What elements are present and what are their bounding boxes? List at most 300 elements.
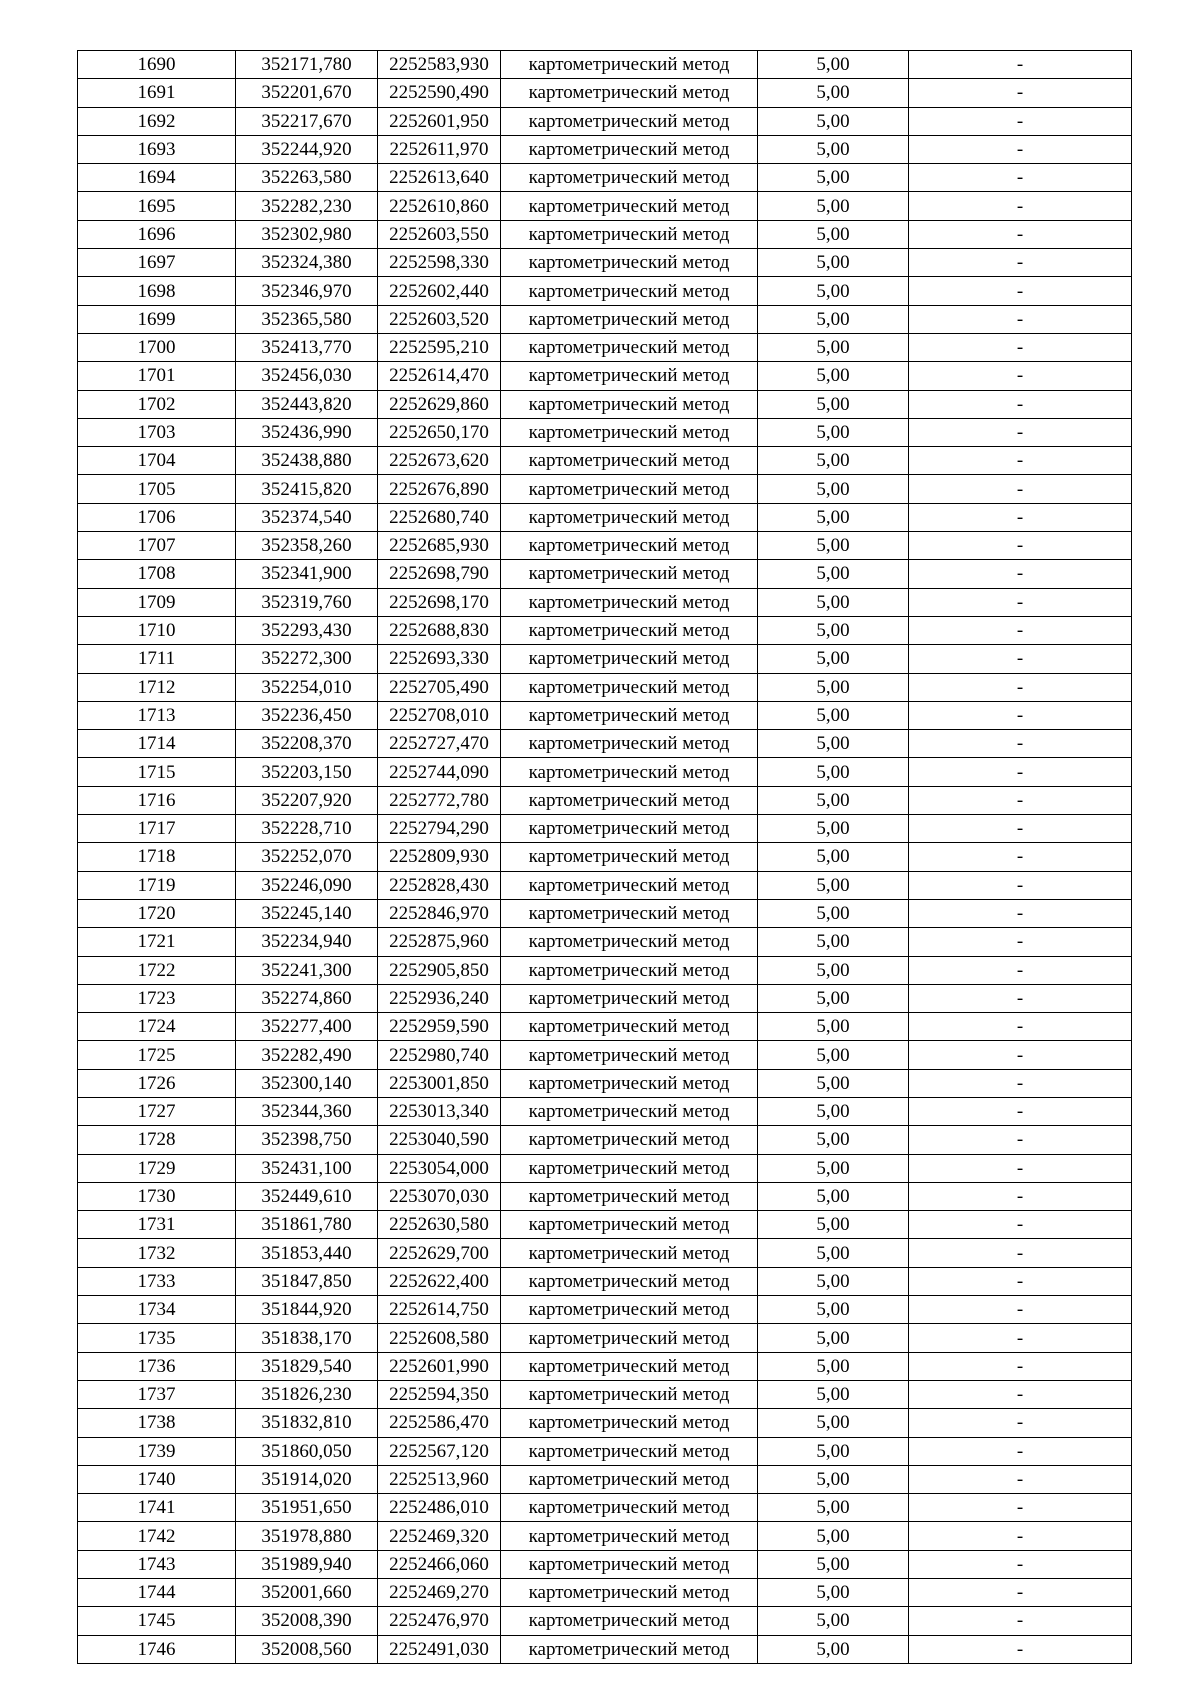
method-cell: картометрический метод — [501, 928, 758, 956]
x-coordinate-cell: 352208,370 — [236, 730, 378, 758]
x-coordinate-cell: 352282,490 — [236, 1041, 378, 1069]
method-cell: картометрический метод — [501, 1409, 758, 1437]
point-number-cell: 1691 — [78, 79, 236, 107]
y-coordinate-cell: 2252650,170 — [378, 418, 501, 446]
table-row — [78, 532, 1132, 560]
x-coordinate-cell: 351832,810 — [236, 1409, 378, 1437]
x-coordinate-cell: 352374,540 — [236, 503, 378, 531]
table-row — [78, 447, 1132, 475]
description-cell: - — [909, 475, 1132, 503]
method-cell: картометрический метод — [501, 1267, 758, 1295]
y-coordinate-cell: 2252846,970 — [378, 899, 501, 927]
y-coordinate-cell: 2252629,860 — [378, 390, 501, 418]
point-number-cell: 1693 — [78, 135, 236, 163]
description-cell: - — [909, 1579, 1132, 1607]
accuracy-cell: 5,00 — [758, 1182, 909, 1210]
table-row — [78, 673, 1132, 701]
method-cell: картометрический метод — [501, 984, 758, 1012]
x-coordinate-cell: 352263,580 — [236, 164, 378, 192]
point-number-cell: 1716 — [78, 786, 236, 814]
accuracy-cell: 5,00 — [758, 51, 909, 79]
x-coordinate-cell: 352324,380 — [236, 249, 378, 277]
description-cell: - — [909, 249, 1132, 277]
table-row — [78, 843, 1132, 871]
method-cell: картометрический метод — [501, 730, 758, 758]
x-coordinate-cell: 352358,260 — [236, 532, 378, 560]
coordinates-table — [77, 50, 1132, 1664]
point-number-cell: 1717 — [78, 815, 236, 843]
y-coordinate-cell: 2252685,930 — [378, 532, 501, 560]
point-number-cell: 1727 — [78, 1097, 236, 1125]
description-cell: - — [909, 51, 1132, 79]
accuracy-cell: 5,00 — [758, 1465, 909, 1493]
description-cell: - — [909, 1239, 1132, 1267]
description-cell: - — [909, 730, 1132, 758]
x-coordinate-cell: 352252,070 — [236, 843, 378, 871]
table-row — [78, 1069, 1132, 1097]
accuracy-cell: 5,00 — [758, 503, 909, 531]
method-cell: картометрический метод — [501, 1097, 758, 1125]
point-number-cell: 1694 — [78, 164, 236, 192]
point-number-cell: 1725 — [78, 1041, 236, 1069]
description-cell: - — [909, 560, 1132, 588]
description-cell: - — [909, 1324, 1132, 1352]
description-cell: - — [909, 1550, 1132, 1578]
x-coordinate-cell: 352438,880 — [236, 447, 378, 475]
y-coordinate-cell: 2252603,520 — [378, 305, 501, 333]
x-coordinate-cell: 352244,920 — [236, 135, 378, 163]
method-cell: картометрический метод — [501, 1635, 758, 1663]
table-row — [78, 1154, 1132, 1182]
method-cell: картометрический метод — [501, 164, 758, 192]
description-cell: - — [909, 1267, 1132, 1295]
point-number-cell: 1713 — [78, 701, 236, 729]
y-coordinate-cell: 2252630,580 — [378, 1211, 501, 1239]
description-cell: - — [909, 928, 1132, 956]
description-cell: - — [909, 588, 1132, 616]
x-coordinate-cell: 352241,300 — [236, 956, 378, 984]
method-cell: картометрический метод — [501, 843, 758, 871]
y-coordinate-cell: 2252611,970 — [378, 135, 501, 163]
method-cell: картометрический метод — [501, 475, 758, 503]
accuracy-cell: 5,00 — [758, 192, 909, 220]
description-cell: - — [909, 1522, 1132, 1550]
method-cell: картометрический метод — [501, 899, 758, 927]
method-cell: картометрический метод — [501, 815, 758, 843]
point-number-cell: 1742 — [78, 1522, 236, 1550]
accuracy-cell: 5,00 — [758, 984, 909, 1012]
accuracy-cell: 5,00 — [758, 701, 909, 729]
accuracy-cell: 5,00 — [758, 1494, 909, 1522]
description-cell: - — [909, 786, 1132, 814]
point-number-cell: 1698 — [78, 277, 236, 305]
table-row — [78, 1296, 1132, 1324]
x-coordinate-cell: 351847,850 — [236, 1267, 378, 1295]
method-cell: картометрический метод — [501, 220, 758, 248]
description-cell: - — [909, 277, 1132, 305]
x-coordinate-cell: 352282,230 — [236, 192, 378, 220]
x-coordinate-cell: 351853,440 — [236, 1239, 378, 1267]
x-coordinate-cell: 352443,820 — [236, 390, 378, 418]
accuracy-cell: 5,00 — [758, 164, 909, 192]
point-number-cell: 1737 — [78, 1380, 236, 1408]
method-cell: картометрический метод — [501, 588, 758, 616]
x-coordinate-cell: 352456,030 — [236, 362, 378, 390]
x-coordinate-cell: 352341,900 — [236, 560, 378, 588]
description-cell: - — [909, 1211, 1132, 1239]
table-row — [78, 107, 1132, 135]
description-cell: - — [909, 220, 1132, 248]
x-coordinate-cell: 352246,090 — [236, 871, 378, 899]
method-cell: картометрический метод — [501, 616, 758, 644]
table-row — [78, 1635, 1132, 1663]
description-cell: - — [909, 1182, 1132, 1210]
method-cell: картометрический метод — [501, 390, 758, 418]
method-cell: картометрический метод — [501, 1211, 758, 1239]
point-number-cell: 1722 — [78, 956, 236, 984]
x-coordinate-cell: 352008,390 — [236, 1607, 378, 1635]
x-coordinate-cell: 352436,990 — [236, 418, 378, 446]
accuracy-cell: 5,00 — [758, 1041, 909, 1069]
accuracy-cell: 5,00 — [758, 1550, 909, 1578]
accuracy-cell: 5,00 — [758, 730, 909, 758]
method-cell: картометрический метод — [501, 1352, 758, 1380]
table-row — [78, 1013, 1132, 1041]
description-cell: - — [909, 1069, 1132, 1097]
x-coordinate-cell: 351914,020 — [236, 1465, 378, 1493]
y-coordinate-cell: 2252595,210 — [378, 333, 501, 361]
point-number-cell: 1720 — [78, 899, 236, 927]
point-number-cell: 1744 — [78, 1579, 236, 1607]
accuracy-cell: 5,00 — [758, 899, 909, 927]
table-row — [78, 1097, 1132, 1125]
description-cell: - — [909, 1607, 1132, 1635]
description-cell: - — [909, 333, 1132, 361]
table-row — [78, 1409, 1132, 1437]
point-number-cell: 1719 — [78, 871, 236, 899]
accuracy-cell: 5,00 — [758, 1409, 909, 1437]
method-cell: картометрический метод — [501, 333, 758, 361]
y-coordinate-cell: 2252469,320 — [378, 1522, 501, 1550]
point-number-cell: 1726 — [78, 1069, 236, 1097]
x-coordinate-cell: 352171,780 — [236, 51, 378, 79]
table-row — [78, 51, 1132, 79]
description-cell: - — [909, 899, 1132, 927]
y-coordinate-cell: 2252936,240 — [378, 984, 501, 1012]
accuracy-cell: 5,00 — [758, 1267, 909, 1295]
point-number-cell: 1743 — [78, 1550, 236, 1578]
x-coordinate-cell: 352319,760 — [236, 588, 378, 616]
point-number-cell: 1739 — [78, 1437, 236, 1465]
y-coordinate-cell: 2252603,550 — [378, 220, 501, 248]
description-cell: - — [909, 503, 1132, 531]
accuracy-cell: 5,00 — [758, 1013, 909, 1041]
y-coordinate-cell: 2252608,580 — [378, 1324, 501, 1352]
point-number-cell: 1705 — [78, 475, 236, 503]
y-coordinate-cell: 2253013,340 — [378, 1097, 501, 1125]
table-row — [78, 418, 1132, 446]
x-coordinate-cell: 352398,750 — [236, 1126, 378, 1154]
method-cell: картометрический метод — [501, 51, 758, 79]
y-coordinate-cell: 2252601,950 — [378, 107, 501, 135]
y-coordinate-cell: 2252794,290 — [378, 815, 501, 843]
description-cell: - — [909, 616, 1132, 644]
description-cell: - — [909, 1126, 1132, 1154]
y-coordinate-cell: 2252601,990 — [378, 1352, 501, 1380]
y-coordinate-cell: 2253040,590 — [378, 1126, 501, 1154]
table-row — [78, 277, 1132, 305]
description-cell: - — [909, 758, 1132, 786]
x-coordinate-cell: 352300,140 — [236, 1069, 378, 1097]
x-coordinate-cell: 352413,770 — [236, 333, 378, 361]
description-cell: - — [909, 956, 1132, 984]
description-cell: - — [909, 1154, 1132, 1182]
description-cell: - — [909, 1296, 1132, 1324]
table-row — [78, 503, 1132, 531]
x-coordinate-cell: 351978,880 — [236, 1522, 378, 1550]
y-coordinate-cell: 2252744,090 — [378, 758, 501, 786]
accuracy-cell: 5,00 — [758, 956, 909, 984]
table-row — [78, 616, 1132, 644]
method-cell: картометрический метод — [501, 645, 758, 673]
y-coordinate-cell: 2252466,060 — [378, 1550, 501, 1578]
point-number-cell: 1730 — [78, 1182, 236, 1210]
x-coordinate-cell: 352449,610 — [236, 1182, 378, 1210]
y-coordinate-cell: 2252980,740 — [378, 1041, 501, 1069]
accuracy-cell: 5,00 — [758, 560, 909, 588]
x-coordinate-cell: 352228,710 — [236, 815, 378, 843]
method-cell: картометрический метод — [501, 1579, 758, 1607]
x-coordinate-cell: 351989,940 — [236, 1550, 378, 1578]
accuracy-cell: 5,00 — [758, 277, 909, 305]
x-coordinate-cell: 352001,660 — [236, 1579, 378, 1607]
accuracy-cell: 5,00 — [758, 135, 909, 163]
x-coordinate-cell: 352234,940 — [236, 928, 378, 956]
table-row — [78, 645, 1132, 673]
table-row — [78, 1352, 1132, 1380]
method-cell: картометрический метод — [501, 503, 758, 531]
y-coordinate-cell: 2252680,740 — [378, 503, 501, 531]
table-row — [78, 362, 1132, 390]
description-cell: - — [909, 701, 1132, 729]
point-number-cell: 1711 — [78, 645, 236, 673]
description-cell: - — [909, 164, 1132, 192]
description-cell: - — [909, 135, 1132, 163]
y-coordinate-cell: 2252708,010 — [378, 701, 501, 729]
y-coordinate-cell: 2252629,700 — [378, 1239, 501, 1267]
accuracy-cell: 5,00 — [758, 475, 909, 503]
accuracy-cell: 5,00 — [758, 532, 909, 560]
accuracy-cell: 5,00 — [758, 645, 909, 673]
point-number-cell: 1728 — [78, 1126, 236, 1154]
method-cell: картометрический метод — [501, 1041, 758, 1069]
x-coordinate-cell: 352217,670 — [236, 107, 378, 135]
accuracy-cell: 5,00 — [758, 1607, 909, 1635]
table-row — [78, 871, 1132, 899]
accuracy-cell: 5,00 — [758, 758, 909, 786]
x-coordinate-cell: 352277,400 — [236, 1013, 378, 1041]
method-cell: картометрический метод — [501, 1494, 758, 1522]
y-coordinate-cell: 2252828,430 — [378, 871, 501, 899]
x-coordinate-cell: 351829,540 — [236, 1352, 378, 1380]
description-cell: - — [909, 362, 1132, 390]
method-cell: картометрический метод — [501, 1182, 758, 1210]
description-cell: - — [909, 390, 1132, 418]
accuracy-cell: 5,00 — [758, 928, 909, 956]
point-number-cell: 1733 — [78, 1267, 236, 1295]
y-coordinate-cell: 2252613,640 — [378, 164, 501, 192]
point-number-cell: 1732 — [78, 1239, 236, 1267]
x-coordinate-cell: 351838,170 — [236, 1324, 378, 1352]
method-cell: картометрический метод — [501, 305, 758, 333]
table-row — [78, 192, 1132, 220]
point-number-cell: 1738 — [78, 1409, 236, 1437]
method-cell: картометрический метод — [501, 1465, 758, 1493]
method-cell: картометрический метод — [501, 1550, 758, 1578]
method-cell: картометрический метод — [501, 192, 758, 220]
y-coordinate-cell: 2252614,470 — [378, 362, 501, 390]
point-number-cell: 1718 — [78, 843, 236, 871]
x-coordinate-cell: 352302,980 — [236, 220, 378, 248]
description-cell: - — [909, 192, 1132, 220]
x-coordinate-cell: 352201,670 — [236, 79, 378, 107]
point-number-cell: 1746 — [78, 1635, 236, 1663]
description-cell: - — [909, 1013, 1132, 1041]
point-number-cell: 1715 — [78, 758, 236, 786]
accuracy-cell: 5,00 — [758, 588, 909, 616]
table-row — [78, 1267, 1132, 1295]
method-cell: картометрический метод — [501, 362, 758, 390]
method-cell: картометрический метод — [501, 1069, 758, 1097]
table-row — [78, 1607, 1132, 1635]
accuracy-cell: 5,00 — [758, 1380, 909, 1408]
accuracy-cell: 5,00 — [758, 815, 909, 843]
table-row — [78, 1494, 1132, 1522]
x-coordinate-cell: 352207,920 — [236, 786, 378, 814]
description-cell: - — [909, 1097, 1132, 1125]
table-row — [78, 1550, 1132, 1578]
table-row — [78, 305, 1132, 333]
y-coordinate-cell: 2253070,030 — [378, 1182, 501, 1210]
table-row — [78, 786, 1132, 814]
method-cell: картометрический метод — [501, 79, 758, 107]
y-coordinate-cell: 2252673,620 — [378, 447, 501, 475]
point-number-cell: 1741 — [78, 1494, 236, 1522]
method-cell: картометрический метод — [501, 1013, 758, 1041]
point-number-cell: 1735 — [78, 1324, 236, 1352]
x-coordinate-cell: 351860,050 — [236, 1437, 378, 1465]
description-cell: - — [909, 418, 1132, 446]
point-number-cell: 1729 — [78, 1154, 236, 1182]
method-cell: картометрический метод — [501, 1154, 758, 1182]
y-coordinate-cell: 2252809,930 — [378, 843, 501, 871]
table-row — [78, 164, 1132, 192]
description-cell: - — [909, 673, 1132, 701]
point-number-cell: 1704 — [78, 447, 236, 475]
x-coordinate-cell: 352245,140 — [236, 899, 378, 927]
accuracy-cell: 5,00 — [758, 1211, 909, 1239]
x-coordinate-cell: 352344,360 — [236, 1097, 378, 1125]
method-cell: картометрический метод — [501, 560, 758, 588]
table-row — [78, 815, 1132, 843]
point-number-cell: 1690 — [78, 51, 236, 79]
table-row — [78, 899, 1132, 927]
point-number-cell: 1723 — [78, 984, 236, 1012]
table-row — [78, 730, 1132, 758]
x-coordinate-cell: 352293,430 — [236, 616, 378, 644]
method-cell: картометрический метод — [501, 249, 758, 277]
table-row — [78, 984, 1132, 1012]
y-coordinate-cell: 2252586,470 — [378, 1409, 501, 1437]
y-coordinate-cell: 2252513,960 — [378, 1465, 501, 1493]
point-number-cell: 1703 — [78, 418, 236, 446]
table-row — [78, 79, 1132, 107]
accuracy-cell: 5,00 — [758, 1579, 909, 1607]
point-number-cell: 1736 — [78, 1352, 236, 1380]
description-cell: - — [909, 1465, 1132, 1493]
accuracy-cell: 5,00 — [758, 1522, 909, 1550]
description-cell: - — [909, 984, 1132, 1012]
y-coordinate-cell: 2252905,850 — [378, 956, 501, 984]
y-coordinate-cell: 2252959,590 — [378, 1013, 501, 1041]
point-number-cell: 1714 — [78, 730, 236, 758]
table-row — [78, 1522, 1132, 1550]
description-cell: - — [909, 645, 1132, 673]
y-coordinate-cell: 2252590,490 — [378, 79, 501, 107]
method-cell: картометрический метод — [501, 135, 758, 163]
method-cell: картометрический метод — [501, 786, 758, 814]
accuracy-cell: 5,00 — [758, 1437, 909, 1465]
point-number-cell: 1731 — [78, 1211, 236, 1239]
point-number-cell: 1745 — [78, 1607, 236, 1635]
x-coordinate-cell: 352236,450 — [236, 701, 378, 729]
method-cell: картометрический метод — [501, 1607, 758, 1635]
table-row — [78, 249, 1132, 277]
y-coordinate-cell: 2252486,010 — [378, 1494, 501, 1522]
x-coordinate-cell: 352431,100 — [236, 1154, 378, 1182]
y-coordinate-cell: 2252598,330 — [378, 249, 501, 277]
accuracy-cell: 5,00 — [758, 871, 909, 899]
table-row — [78, 1182, 1132, 1210]
point-number-cell: 1699 — [78, 305, 236, 333]
description-cell: - — [909, 107, 1132, 135]
x-coordinate-cell: 352365,580 — [236, 305, 378, 333]
accuracy-cell: 5,00 — [758, 305, 909, 333]
description-cell: - — [909, 1635, 1132, 1663]
table-row — [78, 588, 1132, 616]
table-row — [78, 390, 1132, 418]
accuracy-cell: 5,00 — [758, 673, 909, 701]
coordinates-table-body — [78, 51, 1132, 1664]
accuracy-cell: 5,00 — [758, 418, 909, 446]
method-cell: картометрический метод — [501, 758, 758, 786]
description-cell: - — [909, 1352, 1132, 1380]
point-number-cell: 1692 — [78, 107, 236, 135]
accuracy-cell: 5,00 — [758, 79, 909, 107]
x-coordinate-cell: 351844,920 — [236, 1296, 378, 1324]
table-row — [78, 1239, 1132, 1267]
table-row — [78, 1324, 1132, 1352]
y-coordinate-cell: 2252583,930 — [378, 51, 501, 79]
point-number-cell: 1724 — [78, 1013, 236, 1041]
accuracy-cell: 5,00 — [758, 616, 909, 644]
description-cell: - — [909, 1437, 1132, 1465]
method-cell: картометрический метод — [501, 956, 758, 984]
y-coordinate-cell: 2252688,830 — [378, 616, 501, 644]
method-cell: картометрический метод — [501, 1239, 758, 1267]
table-row — [78, 1211, 1132, 1239]
accuracy-cell: 5,00 — [758, 1324, 909, 1352]
